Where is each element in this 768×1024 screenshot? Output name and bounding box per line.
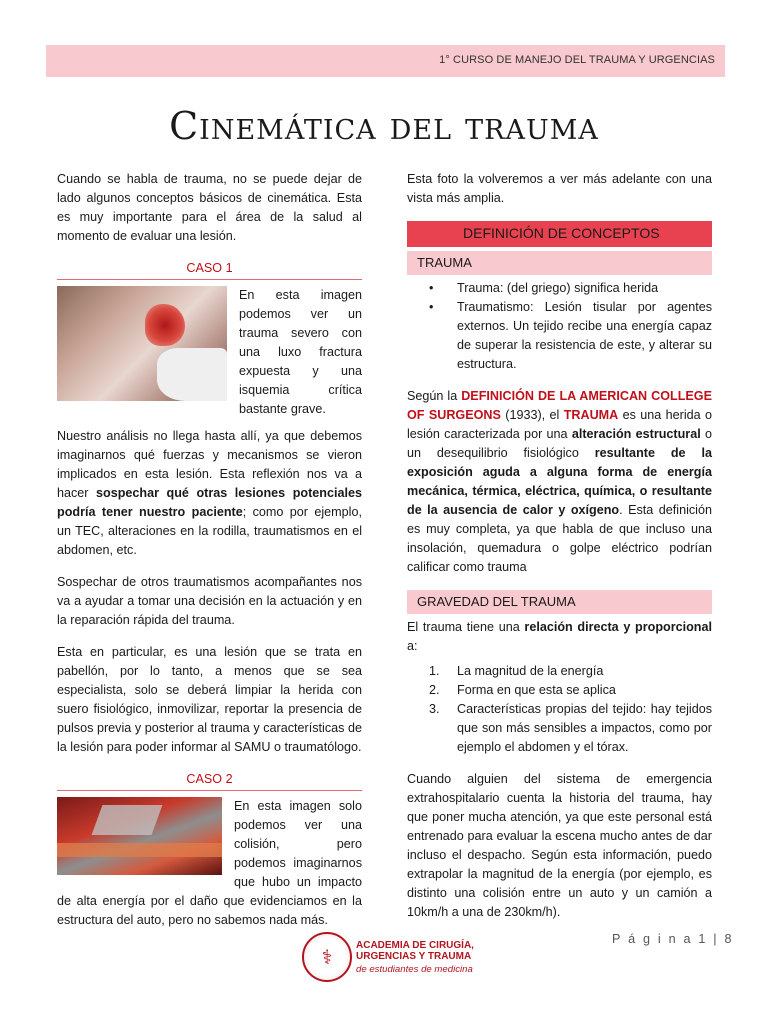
car-collision-image	[57, 797, 222, 875]
trauma-wound-image	[57, 286, 227, 401]
logo-line-3: de estudiantes de medicina	[356, 964, 473, 975]
logo-line-1: ACADEMIA DE CIRUGÍA,	[356, 940, 474, 951]
right-column	[407, 170, 712, 935]
emergency-paragraph: Cuando alguien del sistema de emergencia extrahospitalario cuenta la historia del trauma, hay que poner mucha atención, ya que este personal está entrenado para evaluar la escena mucho antes de dar incluso el despacho. Según esta información, puedo extrapolar la magnitud de la energía (por ejemplo, es distinto una colisión entre un auto y un camión a 10km/h a una de 230km/h).	[407, 772, 712, 919]
gravedad-subheading: GRAVEDAD DEL TRAUMA	[407, 590, 712, 614]
section-definicion-heading: DEFINICIÓN DE CONCEPTOS	[407, 221, 712, 247]
caso-2-text: En esta imagen solo podemos ver una colisión, pero podemos imaginarnos que hubo un impacto de alta energía por el daño que evidenciamos en la estructura del auto, pero no sabemos nada más.	[57, 799, 362, 927]
caso-1-text: En esta imagen podemos ver un trauma severo con una luxo fractura expuesta y una isquemia crítica bastante grave.	[239, 288, 362, 416]
list-item: • Traumatismo: Lesión tisular por agentes externos. Un tejido recibe una energía capaz de superar la resistencia de este, y alterar su estructura.	[429, 300, 712, 371]
trauma-subheading: TRAUMA	[407, 251, 712, 275]
caso-1-block	[57, 286, 362, 419]
page-title: Cinemática del trauma	[169, 104, 599, 148]
acs-definition-paragraph: Según la DEFINICIÓN DE LA AMERICAN COLLEGE OF SURGEONS (1933), el TRAUMA es una herida o lesión caracterizada por una alteración estructural o un desequilibrio fisiológico resultante de la exposición aguda a alguna forma de energía mecánica, térmica, eléctrica, química, o resultante de la ausencia de calor y oxígeno. Esta definición es muy completa, ya que habla de que incluso una insolación, quemadura o golpe eléctrico podrían calificar como trauma	[407, 389, 713, 574]
analysis-paragraph: Nuestro análisis no llega hasta allí, ya que debemos imaginarnos qué fuerzas y mecanismos se vieron implicados en esta lesión. Esta reflexión nos va a hacer sospechar qué otras lesiones potenciales podría tener nuestro paciente; como por ejemplo, un TEC, alteraciones en la rodilla, traumatismos en el abdomen, etc.	[57, 429, 362, 557]
intro-paragraph: Cuando se habla de trauma, no se puede dejar de lado algunos conceptos básicos de cinemática. Esta es muy importante para el área de la salud al momento de evaluar una lesión.	[57, 172, 362, 243]
gravedad-numbered-list	[407, 662, 712, 757]
suspect-paragraph: Sospechar de otros traumatismos acompañantes nos va a ayudar a tomar una decisión en la actuación y en la reparación rápida del trauma.	[57, 575, 362, 627]
page-number: P á g i n a 1 | 8	[612, 932, 734, 946]
list-item: 2. Forma en que esta se aplica	[429, 683, 616, 697]
left-column	[57, 170, 362, 938]
caso-1-heading: CASO 1	[57, 259, 362, 280]
course-title: 1° CURSO DE MANEJO DEL TRAUMA Y URGENCIAS	[439, 54, 715, 66]
treatment-paragraph: Esta en particular, es una lesión que se trata en pabellón, por lo tanto, a menos que se sea especialista, solo se deberá limpiar la herida con suero fisiológico, inmovilizar, reportar la presencia de pulsos previa y posterior al trauma y características de la lesión para poder informar al SAMU o traumatólogo.	[57, 645, 362, 754]
caso-2-heading: CASO 2	[57, 770, 362, 791]
list-item: • Trauma: (del griego) significa herida	[429, 281, 659, 295]
list-item: 1. La magnitud de la energía	[429, 664, 604, 678]
caso-2-block	[57, 797, 362, 930]
photo-note-paragraph: Esta foto la volveremos a ver más adelante con una vista más amplia.	[407, 172, 712, 205]
caduceus-icon: ⚕	[302, 932, 352, 982]
gravedad-intro: El trauma tiene una relación directa y proporcional a:	[407, 620, 713, 653]
logo-line-2: URGENCIAS Y TRAUMA	[356, 951, 472, 962]
trauma-bullet-list	[407, 279, 712, 374]
academy-logo	[302, 932, 472, 984]
header-band	[46, 45, 725, 77]
list-item: 3. Características propias del tejido: hay tejidos que son más sensibles a impactos, como por ejemplo el abdomen y el tórax.	[429, 702, 712, 754]
